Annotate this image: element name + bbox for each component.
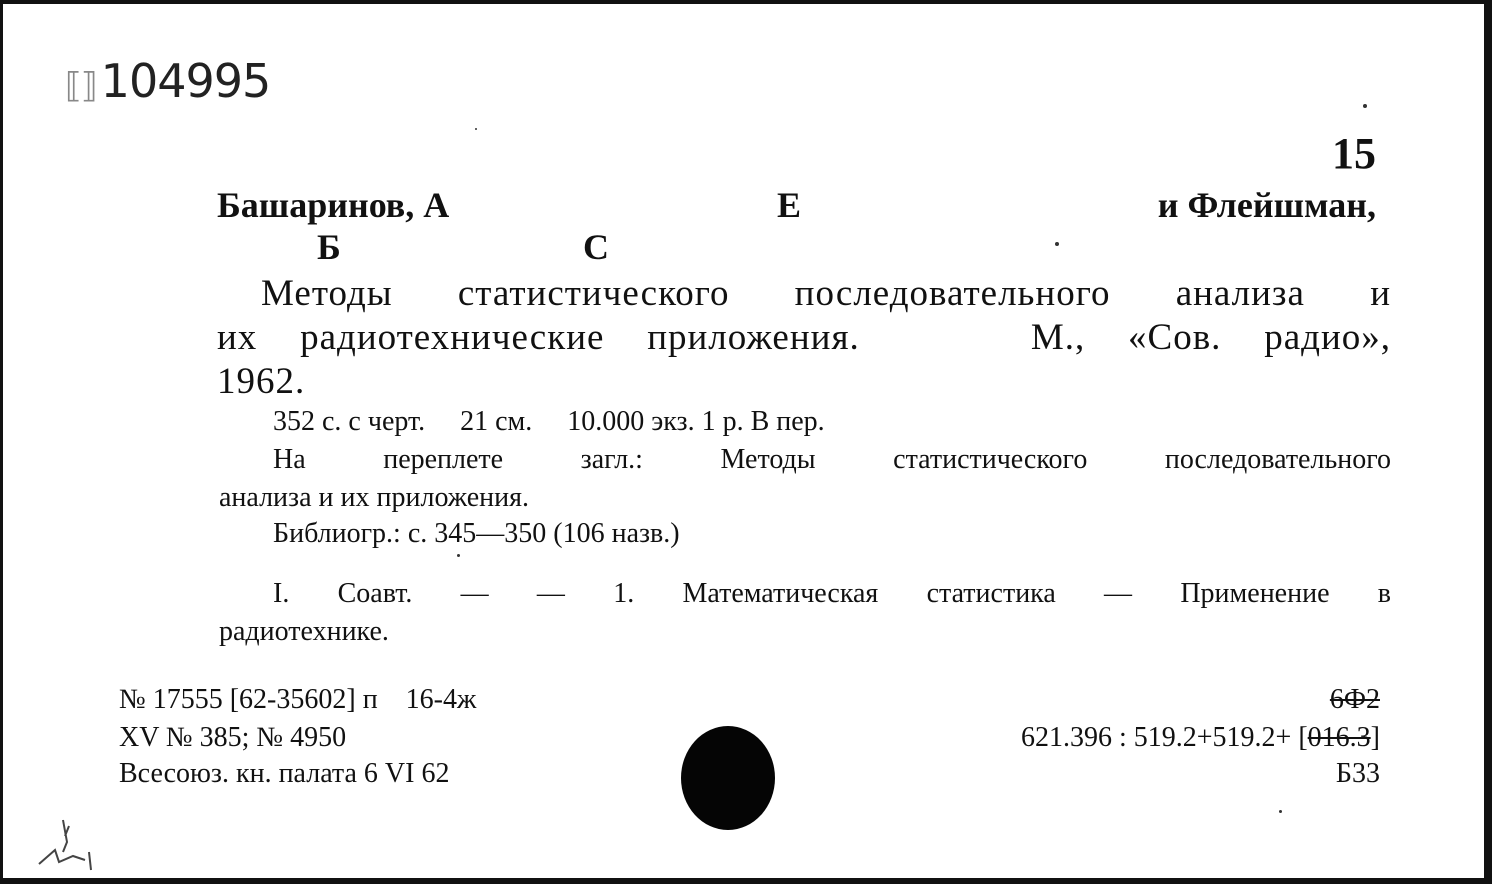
shelf-number: 15 [1332, 129, 1376, 178]
author-first: Башаринов, А [217, 185, 450, 225]
author-second-initial: С [583, 227, 609, 267]
handwritten-mark-icon [33, 812, 103, 874]
footer-left-line-2: XV № 385; № 4950 [119, 722, 347, 753]
cover-title-line-1: На переплете загл.: Методы статистического последовательного [273, 444, 1391, 475]
punch-hole [681, 726, 775, 830]
ink-speck [475, 128, 477, 130]
author-first-patronymic-initial: Б [317, 227, 341, 267]
footer-left-line-1: № 17555 [62-35602] п 16-4ж [119, 684, 477, 715]
accession-number: ⟦⟧104995 [65, 54, 271, 108]
subjects-line-1: I. Соавт. — — 1. Математическая статистика — Применение в [273, 578, 1391, 609]
class-code: 6Ф2 [1329, 684, 1380, 715]
bibliography-note: Библиогр.: с. 345—350 (106 назв.) [273, 518, 680, 549]
udc-index: 621.396 : 519.2+519.2+ [016.3] [1020, 722, 1380, 753]
ink-speck [1055, 242, 1059, 246]
ink-speck [1279, 810, 1282, 813]
stamp-icon: ⟦⟧ [65, 66, 97, 106]
title-line-2: их радиотехнические приложения. М., «Сов. радио», [217, 317, 1391, 358]
ink-speck [1363, 104, 1367, 108]
cover-title-line-2: анализа и их приложения. [219, 482, 529, 513]
author-second: и Флейшман, [1157, 185, 1376, 225]
author-first-middle-initial: Е [777, 185, 802, 225]
ink-speck [457, 554, 460, 557]
bbk-code: Б33 [1335, 758, 1380, 789]
subjects-line-2: радиотехнике. [219, 616, 389, 647]
title-line-3: 1962. [217, 361, 306, 402]
physical-description: 352 с. с черт. 21 см. 10.000 экз. 1 р. В пер. [273, 406, 825, 437]
footer-left-line-3: Всесоюз. кн. палата 6 VI 62 [119, 758, 450, 789]
title-line-1: Методы статистического последовательного анализа и [261, 273, 1391, 314]
